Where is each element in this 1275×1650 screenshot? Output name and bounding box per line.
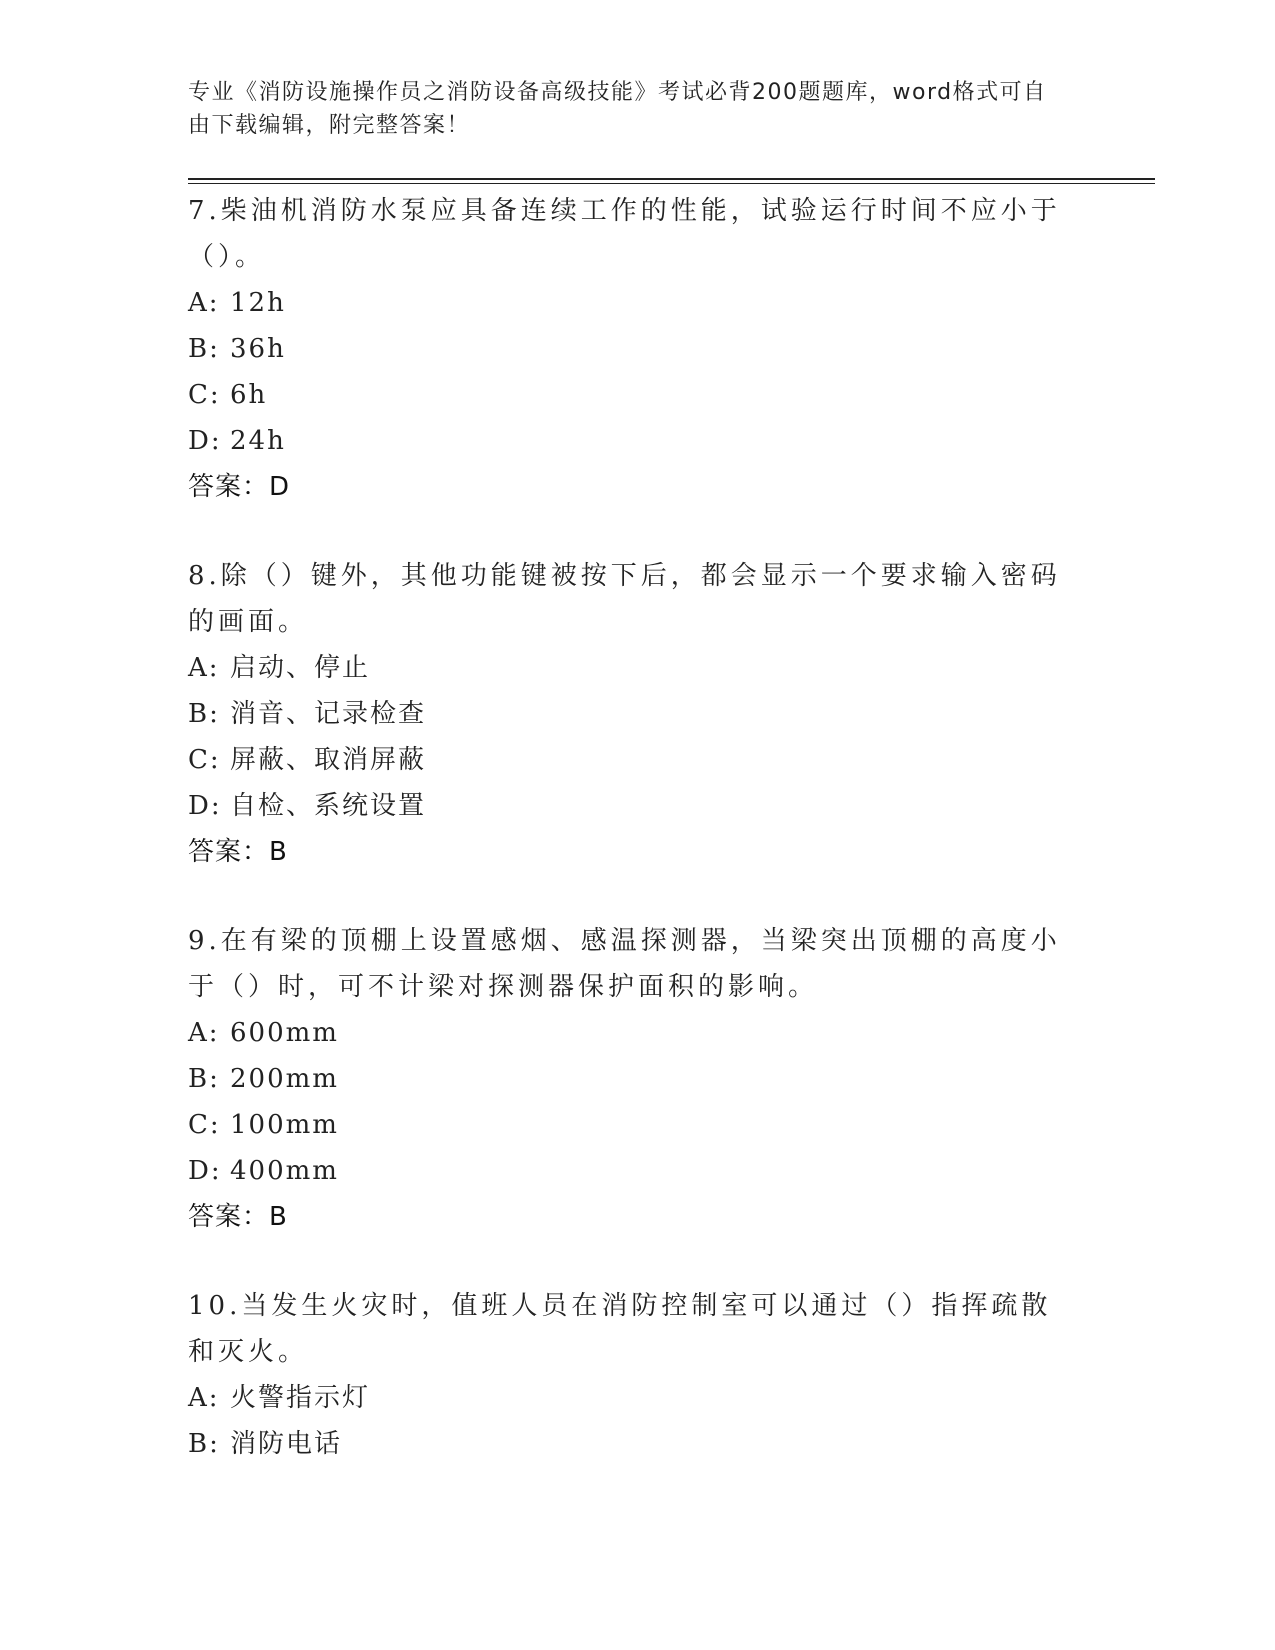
option-text: 400mm xyxy=(230,1156,339,1186)
question-9 xyxy=(188,918,1068,1240)
question-stem: 9.在有梁的顶棚上设置感烟、感温探测器，当梁突出顶棚的高度小于（）时，可不计梁对探测器保护面积的影响。 xyxy=(188,926,1061,1002)
option-b xyxy=(188,1056,1068,1102)
option-key: C: xyxy=(188,745,221,775)
option-text: 600mm xyxy=(230,1018,339,1048)
option-a xyxy=(188,280,1068,326)
answer-line: 答案：B xyxy=(188,837,288,867)
option-key: D: xyxy=(188,426,222,456)
option-key: C: xyxy=(188,1110,221,1140)
option-text: 100mm xyxy=(230,1110,339,1140)
header-divider-thin xyxy=(188,183,1155,184)
option-text: 200mm xyxy=(230,1064,339,1094)
question-7 xyxy=(188,188,1068,510)
question-stem: 8.除（）键外，其他功能键被按下后，都会显示一个要求输入密码的画面。 xyxy=(188,561,1061,637)
option-a xyxy=(188,1375,1068,1421)
option-key: A: xyxy=(188,1383,220,1413)
option-text: 屏蔽、取消屏蔽 xyxy=(230,745,427,775)
option-d xyxy=(188,1148,1068,1194)
answer-line: 答案：D xyxy=(188,472,291,502)
question-10 xyxy=(188,1283,1068,1467)
option-text: 启动、停止 xyxy=(230,653,371,683)
option-key: B: xyxy=(188,1064,220,1094)
option-key: B: xyxy=(188,1429,220,1459)
option-c xyxy=(188,737,1068,783)
header-divider-thick xyxy=(188,178,1155,180)
option-key: D: xyxy=(188,791,222,821)
question-stem: 7.柴油机消防水泵应具备连续工作的性能，试验运行时间不应小于（）。 xyxy=(188,196,1061,272)
document-header: 专业《消防设施操作员之消防设备高级技能》考试必背200题题库，word格式可自由下载编辑，附完整答案！ xyxy=(188,80,1047,138)
option-b xyxy=(188,691,1068,737)
question-8 xyxy=(188,553,1068,875)
option-d xyxy=(188,418,1068,464)
option-key: C: xyxy=(188,380,221,410)
option-text: 36h xyxy=(230,334,286,364)
option-text: 消音、记录检查 xyxy=(230,699,427,729)
option-text: 24h xyxy=(230,426,286,456)
option-c xyxy=(188,1102,1068,1148)
option-b xyxy=(188,1421,1068,1467)
option-c xyxy=(188,372,1068,418)
option-key: A: xyxy=(188,1018,220,1048)
answer-line: 答案：B xyxy=(188,1202,288,1232)
option-key: A: xyxy=(188,288,220,318)
option-key: B: xyxy=(188,334,220,364)
option-d xyxy=(188,783,1068,829)
option-text: 消防电话 xyxy=(230,1429,343,1459)
option-text: 12h xyxy=(230,288,286,318)
option-b xyxy=(188,326,1068,372)
option-a xyxy=(188,1010,1068,1056)
option-key: A: xyxy=(188,653,220,683)
option-text: 火警指示灯 xyxy=(230,1383,371,1413)
question-stem: 10.当发生火灾时，值班人员在消防控制室可以通过（）指挥疏散和灭火。 xyxy=(188,1291,1052,1367)
option-key: B: xyxy=(188,699,220,729)
option-text: 6h xyxy=(230,380,268,410)
option-text: 自检、系统设置 xyxy=(230,791,427,821)
option-a xyxy=(188,645,1068,691)
option-key: D: xyxy=(188,1156,222,1186)
